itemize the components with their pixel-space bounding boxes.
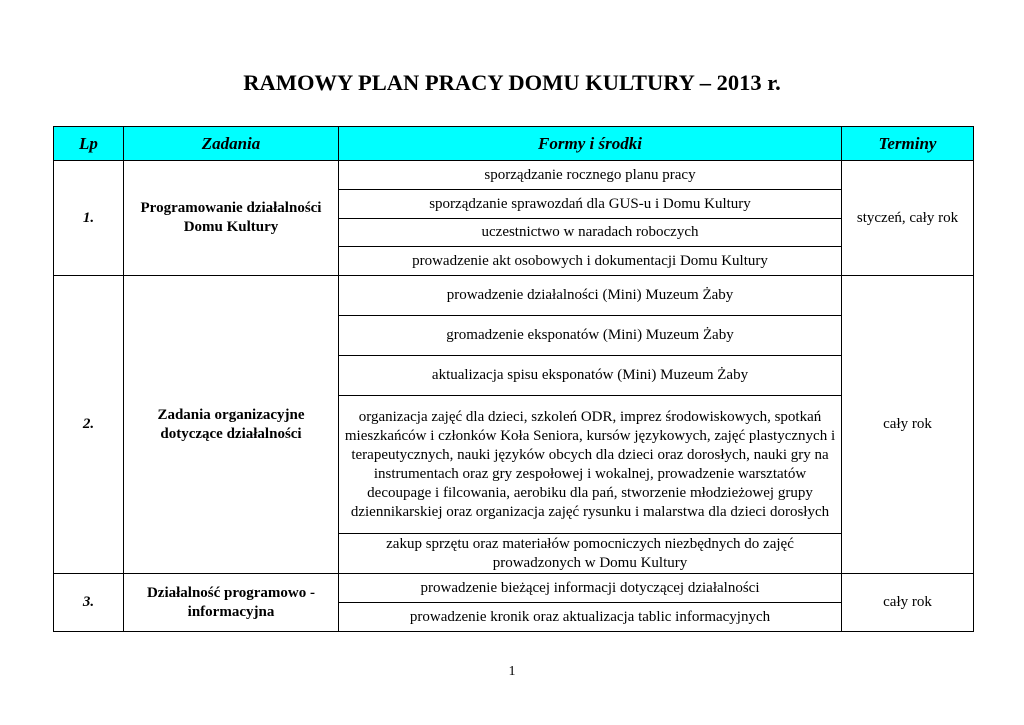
table-row: [54, 574, 974, 603]
row-task: Zadania organizacyjne dotyczące działalności: [124, 276, 339, 574]
form-cell: prowadzenie akt osobowych i dokumentacji Domu Kultury: [339, 247, 842, 276]
form-cell: uczestnictwo w naradach roboczych: [339, 219, 842, 247]
table-header-row: [54, 127, 974, 161]
row-lp: 2.: [54, 276, 124, 574]
form-cell: aktualizacja spisu eksponatów (Mini) Muzeum Żaby: [339, 356, 842, 396]
row-terminy: cały rok: [842, 276, 974, 574]
page-number: 1: [508, 664, 516, 679]
document-title: RAMOWY PLAN PRACY DOMU KULTURY – 2013 r.: [243, 70, 781, 95]
header-formy: Formy i środki: [339, 127, 842, 161]
row-lp: 3.: [54, 574, 124, 632]
row-terminy: styczeń, cały rok: [842, 161, 974, 276]
row-task: Działalność programowo - informacyjna: [124, 574, 339, 632]
form-cell: prowadzenie działalności (Mini) Muzeum Żaby: [339, 276, 842, 316]
row-terminy: cały rok: [842, 574, 974, 632]
row-lp: 1.: [54, 161, 124, 276]
table-row: [54, 276, 974, 316]
work-plan-table: [53, 126, 974, 632]
row-task: Programowanie działalności Domu Kultury: [124, 161, 339, 276]
form-cell: zakup sprzętu oraz materiałów pomocniczych niezbędnych do zajęć prowadzonych w Domu Kultury: [339, 534, 842, 574]
table-row: [54, 161, 974, 190]
form-cell: prowadzenie bieżącej informacji dotyczącej działalności: [339, 574, 842, 603]
form-cell: prowadzenie kronik oraz aktualizacja tablic informacyjnych: [339, 603, 842, 632]
form-cell: organizacja zajęć dla dzieci, szkoleń ODR, imprez środowiskowych, spotkań mieszkańców i członków Koła Seniora, kursów językowych, zajęć plastycznych i terapeutycznych, nauki języków obcych dla dzieci oraz dorosłych, nauki gry na instrumentach oraz gry zespołowej i wokalnej, prowadzenie warsztatów decoupage i filcowania, aerobiku dla pań, stworzenie młodzieżowej grupy dziennikarskiej oraz organizacja zajęć rysunku i malarstwa dla dzieci dorosłych: [339, 396, 842, 534]
header-terminy: Terminy: [842, 127, 974, 161]
form-cell: sporządzanie sprawozdań dla GUS-u i Domu Kultury: [339, 190, 842, 219]
form-cell: gromadzenie eksponatów (Mini) Muzeum Żaby: [339, 316, 842, 356]
header-zadania: Zadania: [124, 127, 339, 161]
form-cell: sporządzanie rocznego planu pracy: [339, 161, 842, 190]
header-lp: Lp: [54, 127, 124, 161]
